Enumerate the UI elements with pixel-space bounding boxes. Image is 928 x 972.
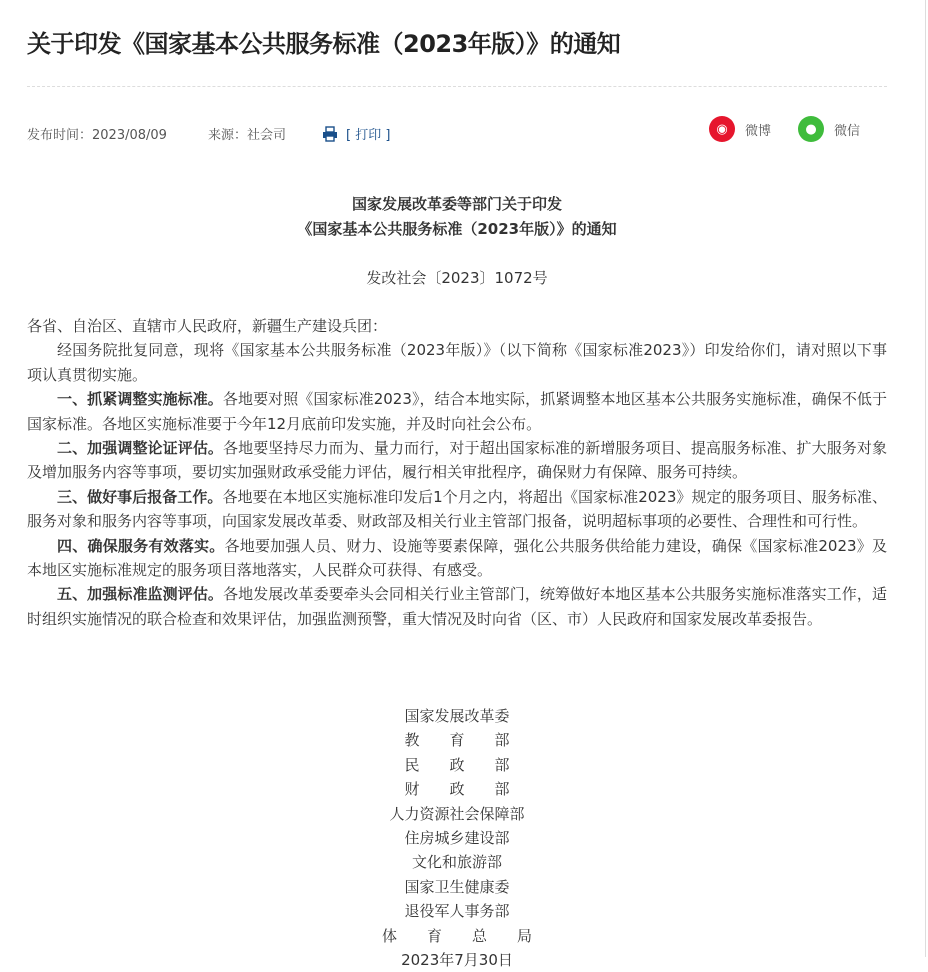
- print-button[interactable]: [322, 124, 390, 143]
- signatory: 国家卫生健康委: [404, 877, 510, 896]
- print-label: [ 打印 ]: [346, 128, 391, 143]
- signatories: [357, 704, 557, 972]
- item-text: 各地要加强人员、财力、设施等要素保障，强化公共服务供给能力建设，确保《国家标准2023》及本地区实施标准规定的服务项目落地落实，人民群众可获得、有感受。: [27, 536, 887, 580]
- signatory: 人力资源社会保障部: [389, 804, 525, 823]
- wechat-label: 微信: [834, 123, 861, 139]
- publish-date-value: 2023/08/09: [92, 128, 167, 143]
- printer-icon: [322, 126, 338, 142]
- source-label: 来源：: [208, 128, 248, 143]
- item-text: 各地要对照《国家标准2023》，结合本地实际，抓紧调整本地区基本公共服务实施标准，确保不低于国家标准。各地区实施标准要于今年12月底前印发实施，并及时向社会公布。: [27, 390, 887, 433]
- item-title: 一、抓紧调整实施标准。: [57, 390, 223, 409]
- weibo-icon: ◉: [709, 116, 735, 142]
- share-wechat[interactable]: [798, 116, 860, 142]
- weibo-label: 微博: [745, 123, 772, 139]
- page-title: 关于印发《国家基本公共服务标准（2023年版）》的通知: [27, 30, 621, 58]
- scrollbar[interactable]: [925, 0, 926, 957]
- publish-label: 发布时间：: [27, 128, 93, 143]
- item-title: 二、加强调整论证评估。: [57, 439, 224, 458]
- item-paragraph: [27, 387, 887, 436]
- signatory: 教 育 部: [404, 731, 510, 750]
- signing-date: 2023年7月30日: [401, 951, 513, 970]
- item-paragraph: [27, 485, 887, 534]
- item-title: 三、做好事后报备工作。: [57, 487, 223, 506]
- intro-paragraph: 经国务院批复同意，现将《国家基本公共服务标准（2023年版）》（以下简称《国家标准2023》）印发给你们，请对照以下事项认真贯彻实施。: [27, 341, 887, 384]
- divider: [27, 86, 887, 87]
- signatory: 文化和旅游部: [411, 853, 502, 872]
- signatory: 国家发展改革委: [404, 707, 510, 725]
- item-paragraph: [27, 534, 887, 583]
- wechat-icon: ●: [798, 116, 824, 142]
- salutation: 各省、自治区、直辖市人民政府，新疆生产建设兵团：: [27, 317, 388, 335]
- signatory: 体 育 总 局: [381, 926, 532, 945]
- doc-heading: [27, 192, 887, 242]
- doc-heading-line1: 国家发展改革委等部门关于印发: [351, 195, 562, 213]
- signatory: 住房城乡建设部: [404, 829, 510, 848]
- item-paragraph: [27, 436, 887, 485]
- item-paragraph: [27, 582, 887, 631]
- item-text: 各地发展改革委要牵头会同相关行业主管部门，统筹做好本地区基本公共服务实施标准落实工作，适时组织实施情况的联合检查和效果评估，加强监测预警，重大情况及时向省（区、市）人民政府和国家发展改革委报告。: [27, 585, 887, 628]
- doc-number: 发改社会〔2023〕1072号: [366, 269, 548, 287]
- item-title: 五、加强标准监测评估。: [57, 585, 224, 604]
- item-text: 各地要坚持尽力而为、量力而行，对于超出国家标准的新增服务项目、提高服务标准、扩大服务对象及增加服务内容等事项，要切实加强财政承受能力评估，履行相关审批程序，确保财力有保障、服务可持续。: [27, 439, 887, 482]
- share-weibo[interactable]: [709, 116, 771, 142]
- publish-date: [27, 124, 167, 143]
- source-value: 社会司: [247, 128, 287, 143]
- doc-heading-line2: 《国家基本公共服务标准（2023年版）》的通知: [297, 220, 617, 238]
- item-text: 各地要在本地区实施标准印发后1个月之内，将超出《国家标准2023》规定的服务项目、服务标准、服务对象和服务内容等事项，向国家发展改革委、财政部及相关行业主管部门报备，说明超标事项的必要性、合理性和可行性。: [27, 487, 887, 531]
- signatory: 民 政 部: [404, 755, 510, 774]
- signatory: 退役军人事务部: [404, 902, 510, 921]
- doc-body: [27, 314, 887, 631]
- signatory: 财 政 部: [404, 780, 510, 799]
- source: [208, 124, 286, 143]
- item-title: 四、确保服务有效落实。: [57, 536, 225, 555]
